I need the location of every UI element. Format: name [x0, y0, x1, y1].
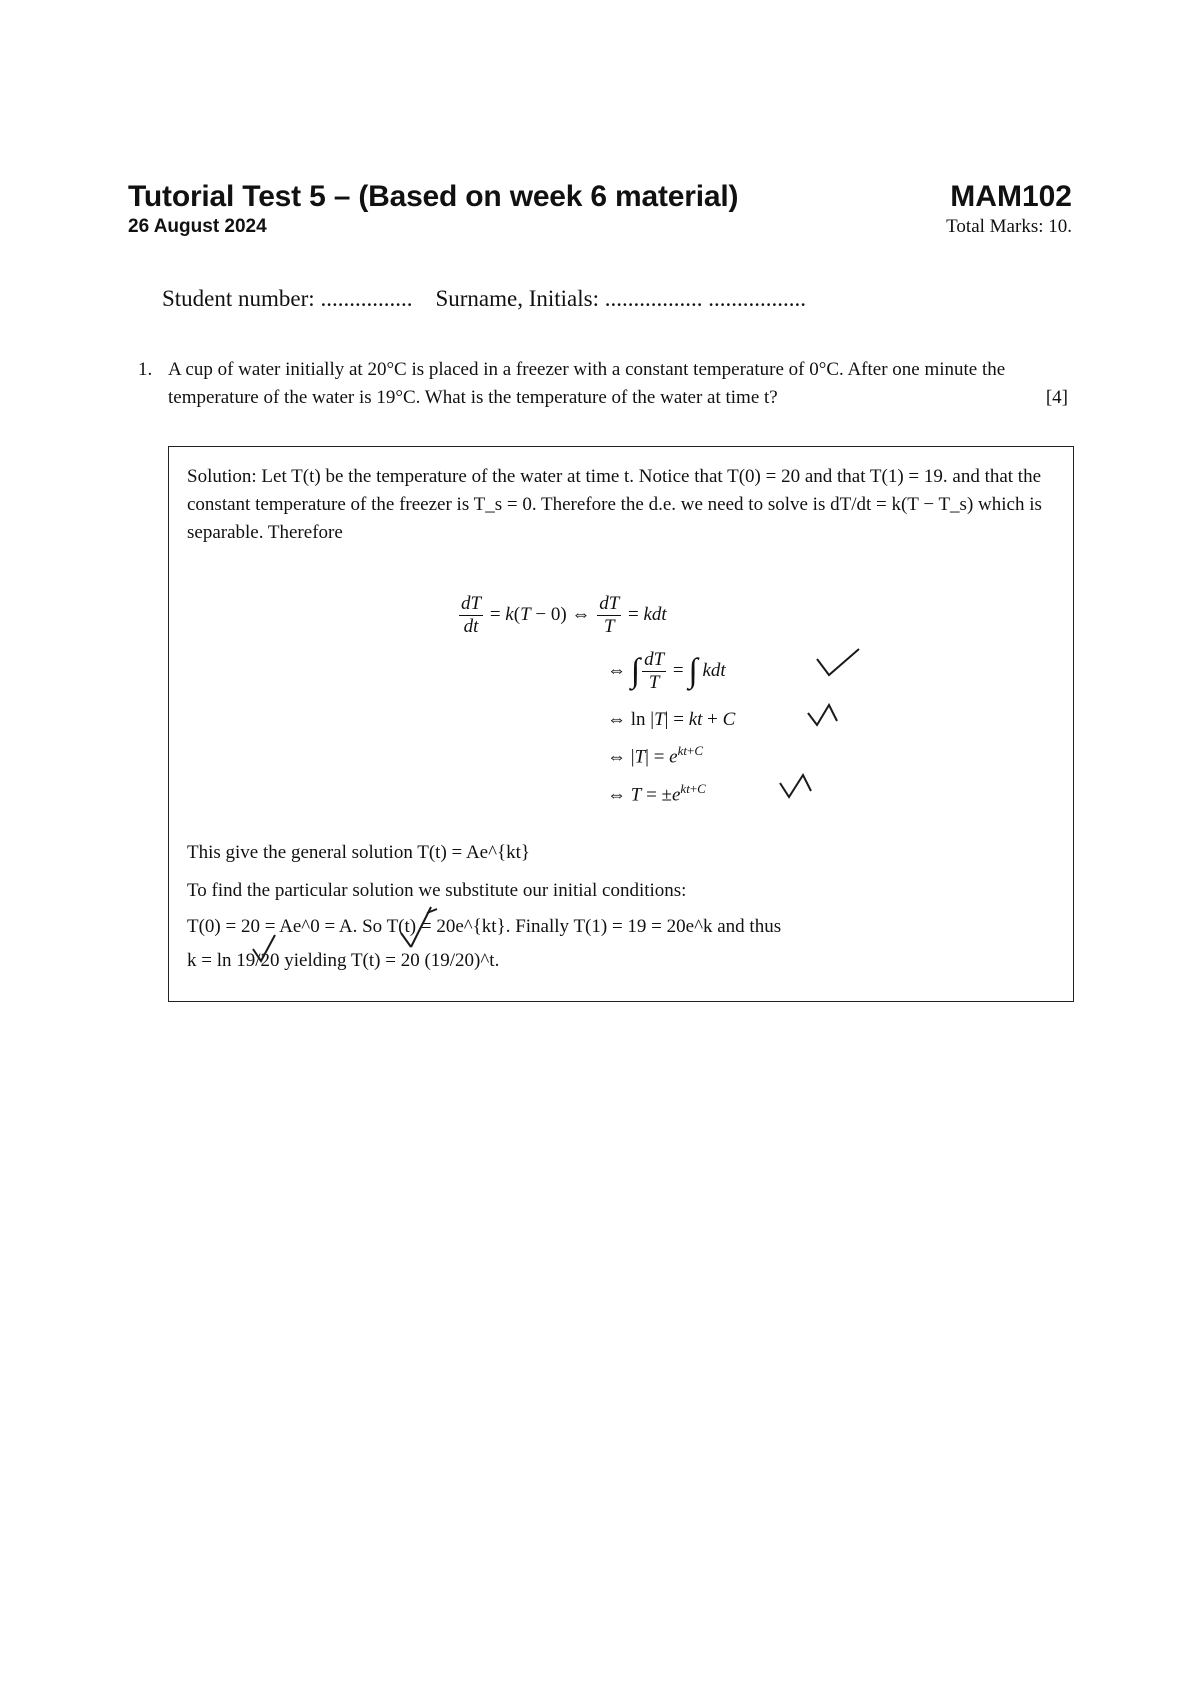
check-mark-icon	[397, 903, 441, 955]
student-number-field[interactable]: ................	[320, 286, 413, 311]
check-mark-icon	[777, 769, 817, 801]
check-mark-icon	[805, 699, 845, 729]
test-date: 26 August 2024	[128, 216, 267, 237]
equation-line-1: $\frac{dT}{dt}$ = k(T − 0) ⇔ $\frac{dT}{T}$ = kdt	[461, 593, 667, 637]
question-number: 1.	[138, 359, 153, 380]
particular-intro: To find the particular solution we substitute our initial conditions:	[187, 880, 687, 901]
equation-line-2: ⇔ ∫ $\frac{dT}{T}$ = ∫ kdt	[607, 649, 726, 693]
surname-label: Surname, Initials:	[435, 286, 599, 311]
particular-line-2: k = ln 19/20 yielding T(t) = 20 (19/20)^t.	[187, 950, 500, 971]
question-text: A cup of water initially at 20°C is placed in a freezer with a constant temperature of 0°C. After one minute the temperature of the water is 19°C. What is the temperature of the water at time t?	[168, 359, 1006, 408]
equation-line-3: ⇔ ln |T| = kt + C	[607, 709, 736, 730]
student-number-label: Student number:	[162, 286, 315, 311]
solution-intro: Solution: Let T(t) be the temperature of the water at time t. Notice that T(0) = 20 and that T(1) = 19. and that the constant temperature of the freezer is T_s = 0. Therefore the d.e. we need to solve is dT/dt = k(T − T_s) which is separable. Therefore	[187, 466, 1042, 543]
course-code: MAM102	[950, 180, 1072, 213]
question-marks: [4]	[1045, 387, 1068, 408]
test-title: Tutorial Test 5 – (Based on week 6 material)	[128, 180, 739, 213]
student-info-line	[162, 286, 806, 312]
check-mark-icon	[813, 645, 863, 681]
particular-line-1: T(0) = 20 = Ae^0 = A. So T(t) = 20e^{kt}. Finally T(1) = 19 = 20e^k and thus	[187, 916, 782, 937]
equation-line-4: ⇔ $|T| = e^{kt+C}$	[607, 743, 704, 768]
solution-box	[168, 446, 1074, 1002]
surname-field[interactable]: ................. .................	[604, 286, 806, 311]
equation-line-5: ⇔ $T = \pm e^{kt+C}$	[607, 781, 706, 806]
check-mark-icon	[249, 931, 279, 967]
total-marks: Total Marks: 10.	[946, 216, 1072, 237]
general-solution: This give the general solution T(t) = Ae^{kt}	[187, 842, 531, 863]
